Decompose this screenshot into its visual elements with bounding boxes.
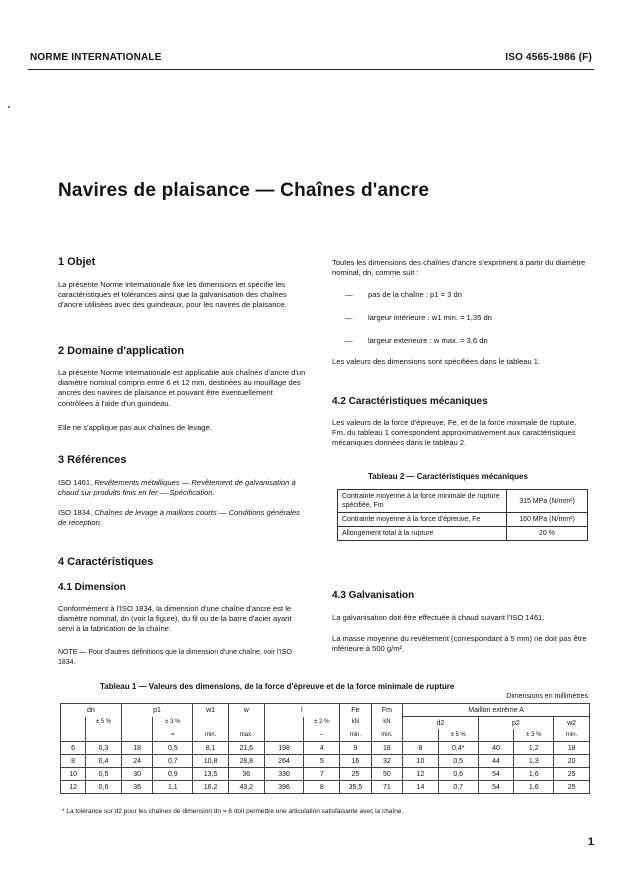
col-maillon: Maillon extrême A — [403, 704, 590, 717]
tableau-1-units: Dimensions en millimètres — [506, 693, 588, 700]
cell: 24 — [121, 755, 152, 768]
cell: 21,6 — [228, 742, 264, 755]
col-w2: w2 — [554, 717, 590, 730]
cell: 0,7 — [153, 755, 193, 768]
tol-d2: ± 5 % — [438, 729, 478, 742]
tableau-1-footnote: * La tolérance sur d2 pour les chaînes de dimension dn = 6 doit permettre une articulation satisfaisante avec la chaîne. — [62, 808, 404, 815]
cell: 8 — [61, 755, 86, 768]
table-header-row — [61, 717, 590, 730]
cell: 5 — [304, 755, 340, 768]
table-header-row — [61, 729, 590, 742]
list-item-pas: pas de la chaîne : p1 = 3 dn — [368, 290, 462, 299]
reference-iso-1461 — [58, 478, 308, 498]
min-w1: min. — [193, 729, 229, 742]
eq-p1: = — [153, 729, 193, 742]
reference-title: Revêtements métalliques — Revêtement de galvanisation à chaud sur produits finis en fer — Spécification. — [58, 478, 296, 498]
section-4-2-heading: 4.2 Caractéristiques mécaniques — [332, 396, 488, 407]
cell: 18 — [371, 742, 402, 755]
tol-l: ± 2 % — [304, 717, 340, 730]
table-cell-value: 20 % — [507, 527, 588, 541]
col-fe: Fe — [340, 704, 371, 717]
table-cell-label: Allongement total à la rupture — [338, 527, 507, 541]
cell: 0,5 — [86, 768, 122, 781]
cell: 40 — [478, 742, 514, 755]
section-4-1-text: Conformément à l'ISO 1834, la dimension d'une chaîne d'ancre est le diamètre nominal, dn (voir la figure), du fil ou de la barre d'acier ayant servi à la fabrication de la chaîne. — [58, 604, 292, 634]
cell: 396 — [264, 781, 304, 794]
cell: 1,2 — [514, 742, 554, 755]
cell: 0,5 — [153, 742, 193, 755]
tol-dn: ± 5 % — [86, 717, 122, 730]
table-row — [338, 527, 588, 541]
col-p1: p1 — [121, 704, 192, 717]
section-2-text: La présente Norme internationale est applicable aux chaînes d'ancre d'un diamètre nominal compris entre 6 et 12 mm, destinées au mouillage des ancres des navires de plaisance et pouvant être éventuellement contrôlées à l'aide d'un guindeau. — [58, 368, 306, 408]
list-item-largeur-ext: largeur extérieure : w max. = 3,6 dn — [368, 336, 488, 345]
cell: 25 — [340, 768, 371, 781]
reference-iso-1834 — [58, 508, 308, 528]
cell: 0,4 — [86, 755, 122, 768]
list-dash: — — [345, 336, 353, 345]
cell: 0,4* — [438, 742, 478, 755]
cell: 0,7 — [438, 781, 478, 794]
cell: 198 — [264, 742, 304, 755]
cell: 35,5 — [340, 781, 371, 794]
cell: 0,6 — [86, 781, 122, 794]
min-fe: min. — [340, 729, 371, 742]
cell: 71 — [371, 781, 402, 794]
min-w2: min. — [554, 729, 590, 742]
cell: 16,2 — [193, 781, 229, 794]
reference-title: Chaînes de levage à maillons courts — Conditions générales de réception. — [58, 508, 300, 528]
table-cell-value: 315 MPa (N/mm²) — [507, 490, 588, 513]
table-cell-value: 160 MPa (N/mm²) — [507, 513, 588, 527]
cell: 0,9 — [153, 768, 193, 781]
min-fm: min. — [371, 729, 402, 742]
cell: 1,6 — [514, 768, 554, 781]
cell: 50 — [371, 768, 402, 781]
section-4-1-heading: 4.1 Dimension — [58, 582, 126, 593]
cell: 30 — [121, 768, 152, 781]
tableau-1-title: Tableau 1 — Valeurs des dimensions, de la force d'épreuve et de la force minimale de rupture — [100, 682, 455, 691]
table-header-row — [61, 704, 590, 717]
col-w: w — [228, 704, 264, 717]
section-4-3-text: La galvanisation doit être effectuée à chaud suivant l'ISO 1461. — [332, 613, 545, 622]
cell: 28,8 — [228, 755, 264, 768]
cell: 10,8 — [193, 755, 229, 768]
cell: 12 — [403, 768, 439, 781]
tableau-2-title: Tableau 2 — Caractéristiques mécaniques — [368, 472, 528, 481]
table-row — [61, 742, 590, 755]
list-item-largeur-int: largeur intérieure : w1 min. = 1,35 dn — [368, 313, 492, 322]
cell: 12 — [61, 781, 86, 794]
tol-p1: ± 3 % — [153, 717, 193, 730]
tol-p2: ± 3 % — [514, 729, 554, 742]
cell: 36 — [228, 768, 264, 781]
section-4-3-text-2: La masse moyenne du revêtement (correspondant à 5 mm) ne doit pas être inférieure à 500 g/m². — [332, 634, 587, 654]
cell: 13,5 — [193, 768, 229, 781]
cell: 10 — [403, 755, 439, 768]
table-row — [338, 513, 588, 527]
list-dash: — — [345, 290, 353, 299]
cell: 18 — [554, 742, 590, 755]
section-1-heading: 1 Objet — [58, 256, 96, 268]
unit-fe: kN — [340, 717, 371, 730]
cell: 14 — [403, 781, 439, 794]
cell: 54 — [478, 768, 514, 781]
header-left: NORME INTERNATIONALE — [30, 52, 162, 63]
header-right: ISO 4565-1986 (F) — [505, 52, 592, 63]
cell: 16 — [340, 755, 371, 768]
cell: 18 — [121, 742, 152, 755]
section-2-heading: 2 Domaine d'application — [58, 345, 185, 357]
cell: 8 — [304, 781, 340, 794]
tableau-1 — [60, 703, 590, 794]
cell: 1,3 — [514, 755, 554, 768]
cell: 0,6 — [438, 768, 478, 781]
cell: 44 — [478, 755, 514, 768]
section-4-3-heading: 4.3 Galvanisation — [332, 590, 415, 601]
dimensions-intro: Toutes les dimensions des chaînes d'ancre s'expriment à partir du diamètre nominal, dn, comme suit : — [332, 258, 586, 278]
cell: 25 — [554, 768, 590, 781]
cell: 264 — [264, 755, 304, 768]
table-row — [338, 490, 588, 513]
col-dn: dn — [61, 704, 122, 717]
section-4-heading: 4 Caractéristiques — [58, 556, 154, 568]
col-p2: p2 — [478, 717, 554, 730]
page-title: Navires de plaisance — Chaînes d'ancre — [58, 180, 430, 201]
table-row — [61, 755, 590, 768]
cell: 7 — [304, 768, 340, 781]
cell: 6 — [61, 742, 86, 755]
cell: 0,5 — [438, 755, 478, 768]
section-3-heading: 3 Références — [58, 454, 127, 466]
table-row — [61, 768, 590, 781]
cell: 54 — [478, 781, 514, 794]
section-1-text: La présente Norme internationale fixe les dimensions et spécifie les caractéristiques et tolérances ainsi que la galvanisation des chaînes d'ancre utilisées avec des guindeaux, pour les navires de plaisance. — [58, 280, 287, 310]
col-fm: Fm — [371, 704, 402, 717]
cell: 1,6 — [514, 781, 554, 794]
col-d2: d2 — [403, 717, 479, 730]
cell: 10 — [61, 768, 86, 781]
col-w1: w1 — [193, 704, 229, 717]
header-rule — [28, 69, 594, 70]
cell: 8 — [403, 742, 439, 755]
section-4-2-text: Les valeurs de la force d'épreuve, Fe, et de la force minimale de rupture, Fm, du tableau 1 correspondent approximativement aux caractéristiques mécaniques données dans le tableau 2. — [332, 418, 577, 448]
cell: 4 — [304, 742, 340, 755]
table-cell-label: Contrainte moyenne à la force minimale de rupture spécifiée, Fm — [338, 490, 507, 513]
table-cell-label: Contrainte moyenne à la force d'épreuve, Fe — [338, 513, 507, 527]
col-l: l — [264, 704, 340, 717]
speck — [8, 106, 10, 108]
cell: 25 — [554, 781, 590, 794]
reference-code: ISO 1461, — [58, 478, 93, 487]
cell: 9 — [340, 742, 371, 755]
cell: 43,2 — [228, 781, 264, 794]
tableau-2 — [337, 489, 588, 541]
note: NOTE — Pour d'autres définitions que la dimension d'une chaîne, voir l'ISO 1834. — [58, 649, 292, 666]
cell: 8,1 — [193, 742, 229, 755]
cell: 20 — [554, 755, 590, 768]
cell: 32 — [371, 755, 402, 768]
values-text: Les valeurs des dimensions sont spécifiées dans le tableau 1. — [332, 357, 541, 366]
reference-code: ISO 1834, — [58, 508, 93, 517]
max-w: max. — [228, 729, 264, 742]
cell: 0,3 — [86, 742, 122, 755]
unit-fm: kN — [371, 717, 402, 730]
cell: 36 — [121, 781, 152, 794]
cell: 1,1 — [153, 781, 193, 794]
cell: 330 — [264, 768, 304, 781]
section-2-text-2: Elle ne s'applique pas aux chaînes de levage. — [58, 423, 212, 432]
list-dash: — — [345, 313, 353, 322]
page-number: 1 — [587, 836, 594, 848]
dash-l: – — [304, 729, 340, 742]
table-row — [61, 781, 590, 794]
